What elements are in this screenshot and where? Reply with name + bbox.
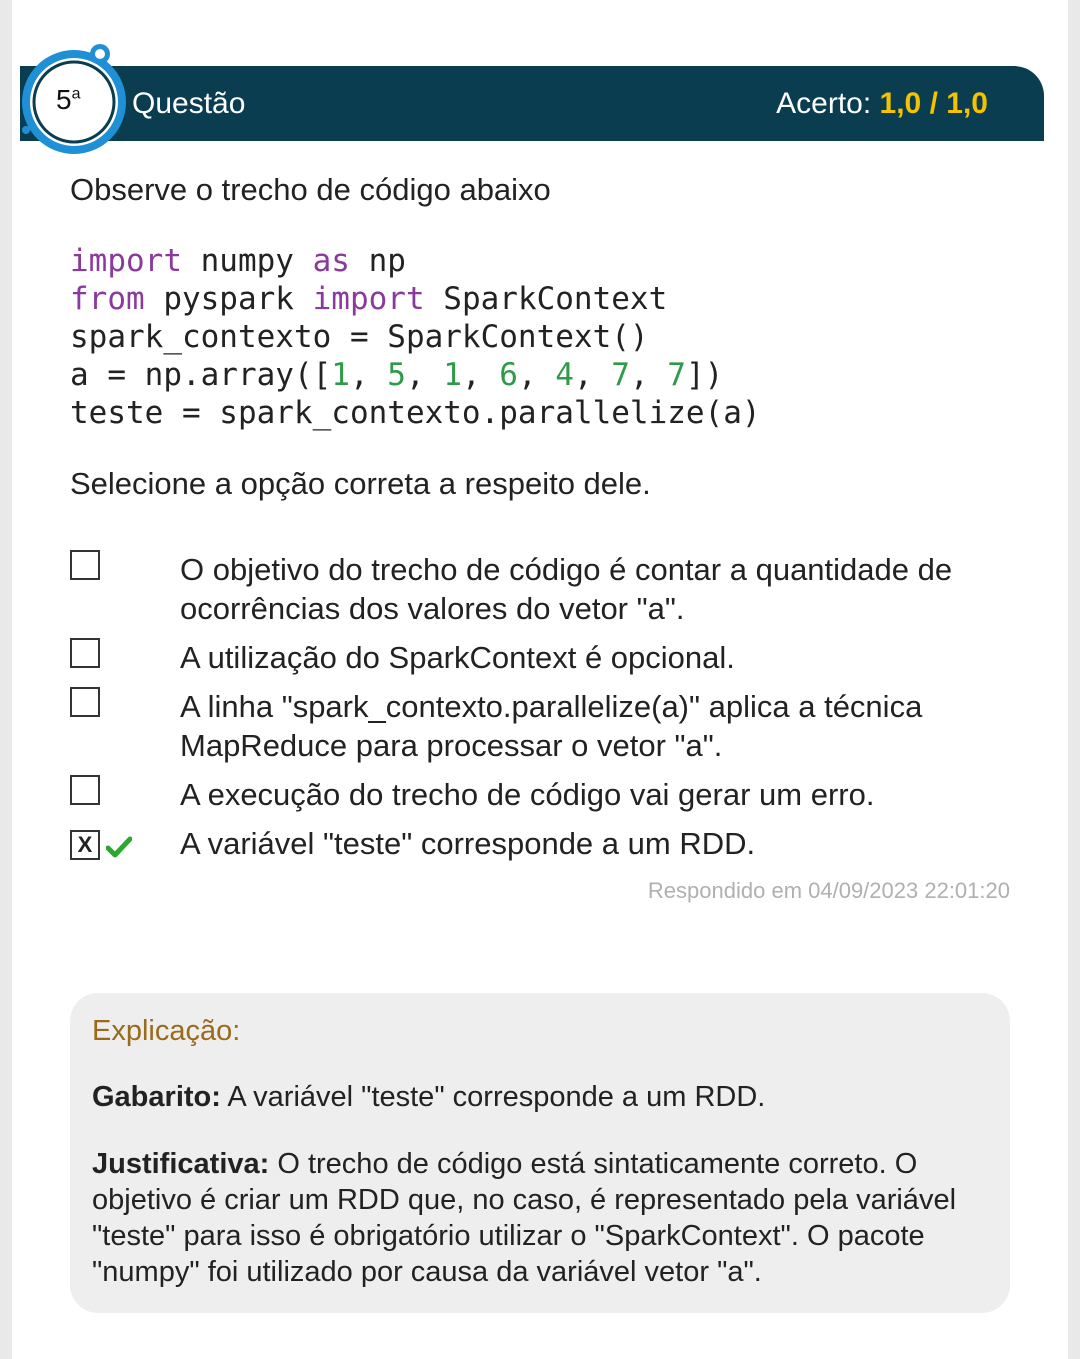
code-keyword: from: [70, 281, 145, 317]
justificativa: [92, 1146, 982, 1290]
code-block: import numpy as np from pyspark import SparkContext spark_contexto = SparkContext() a = np.array([1, 5, 1, 6, 4, 7, 7]) teste = spark_contexto.parallelize(a): [70, 243, 761, 431]
option-checkbox[interactable]: [70, 687, 100, 717]
score-separator: /: [929, 87, 938, 120]
explanation-title: Explicação:: [92, 1015, 241, 1047]
option-text: A utilização do SparkContext é opcional.: [180, 640, 735, 675]
option-checkbox-checked[interactable]: X: [70, 830, 100, 860]
code-keyword: import: [70, 243, 182, 279]
option-checkbox[interactable]: [70, 550, 100, 580]
score-total: 1,0: [946, 87, 988, 120]
code-keyword: as: [312, 243, 350, 279]
option-checkbox[interactable]: [70, 638, 100, 668]
gabarito: [92, 1079, 982, 1115]
question-intro: Observe o trecho de código abaixo: [70, 172, 551, 207]
answered-timestamp: Respondido em 04/09/2023 22:01:20: [647, 878, 1010, 903]
question-number: 5$^a$: [56, 84, 81, 115]
option-text: O objetivo do trecho de código é contar a quantidade de ocorrências dos valores do vetor "a".: [180, 552, 953, 626]
gabarito-label: Gabarito:: [92, 1081, 221, 1113]
option-checkbox[interactable]: [70, 775, 100, 805]
justificativa-text: O trecho de código está sintaticamente correto. O objetivo é criar um RDD que, no caso, é representado pela variável "teste" para isso é obrigatório utilizar o "SparkContext". O pacote "numpy" foi utilizado por causa da variável vetor "a".: [92, 1148, 957, 1288]
code-line: teste = spark_contexto.parallelize(a): [70, 395, 761, 431]
justificativa-label: Justificativa:: [92, 1148, 270, 1180]
option-text: A execução do trecho de código vai gerar um erro.: [180, 777, 875, 812]
option-text: A linha "spark_contexto.parallelize(a)" aplica a técnica MapReduce para processar o vetor "a".: [180, 689, 923, 763]
header-title: Questão: [132, 87, 246, 120]
option-text: A variável "teste" corresponde a um RDD.: [180, 826, 756, 861]
code-keyword: import: [312, 281, 425, 317]
gabarito-text: A variável "teste" corresponde a um RDD.: [220, 1081, 766, 1113]
explanation-panel: [70, 993, 1010, 1313]
green-check-icon: [106, 836, 132, 858]
score-value: 1,0: [879, 87, 922, 120]
score: [776, 66, 988, 141]
score-label: Acerto:: [776, 87, 872, 120]
code-line: spark_contexto = SparkContext(): [70, 319, 649, 355]
question-prompt: Selecione a opção correta a respeito dele.: [70, 466, 651, 501]
